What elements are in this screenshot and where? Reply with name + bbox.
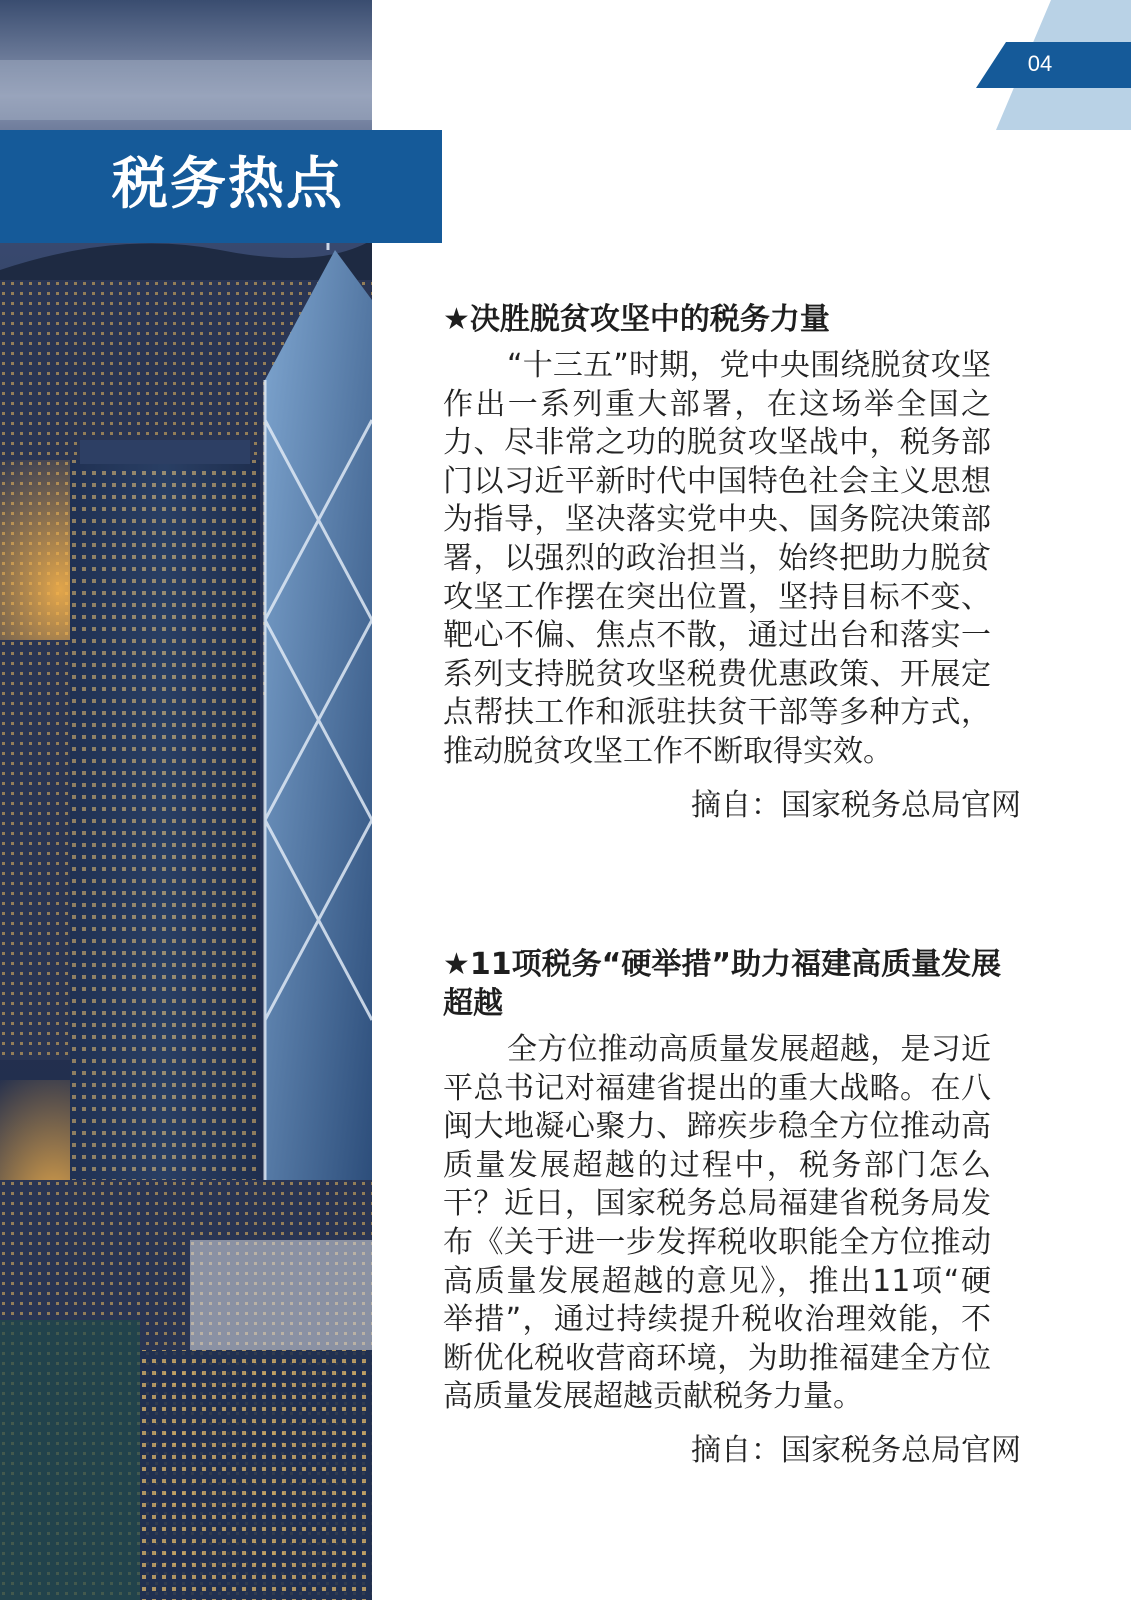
article-body: “十三五”时期，党中央围绕脱贫攻坚作出一系列重大部署，在这场举全国之力、尽非常之功的脱贫攻坚战中，税务部门以习近平新时代中国特色社会主义思想为指导，坚决落实党中央、国务院决策部署，以强烈的政治担当，始终把助力脱贫攻坚工作摆在突出位置，坚持目标不变、靶心不偏、焦点不散，通过出台和落实一系列支持脱贫攻坚税费优惠政策、开展定点帮扶工作和派驻扶贫干部等多种方式，推动脱贫攻坚工作不断取得实效。 (443, 348, 991, 769)
article-title: ★11项税务“硬举措”助力福建高质量发展超越 (443, 947, 1002, 1021)
article-poverty-alleviation (443, 300, 1023, 826)
article-title: ★决胜脱贫攻坚中的税务力量 (443, 302, 830, 337)
article-source: 摘自：国家税务总局官网 (691, 1432, 1021, 1468)
article-body: 全方位推动高质量发展超越，是习近平总书记对福建省提出的重大战略。在八闽大地凝心聚力、蹄疾步稳全方位推动高质量发展超越的过程中，税务部门怎么干？近日，国家税务总局福建省税务局发布《关于进一步发挥税收职能全方位推动高质量发展超越的意见》，推出11项“硬举措”，通过持续提升税收治理效能，不断优化税收营商环境，为助推福建全方位高质量发展超越贡献税务力量。 (443, 1032, 991, 1415)
article-source: 摘自：国家税务总局官网 (691, 787, 1021, 823)
page-number: 04 (1027, 51, 1053, 76)
article-fujian-measures (443, 945, 1023, 1471)
section-title: 税务热点 (112, 152, 344, 217)
